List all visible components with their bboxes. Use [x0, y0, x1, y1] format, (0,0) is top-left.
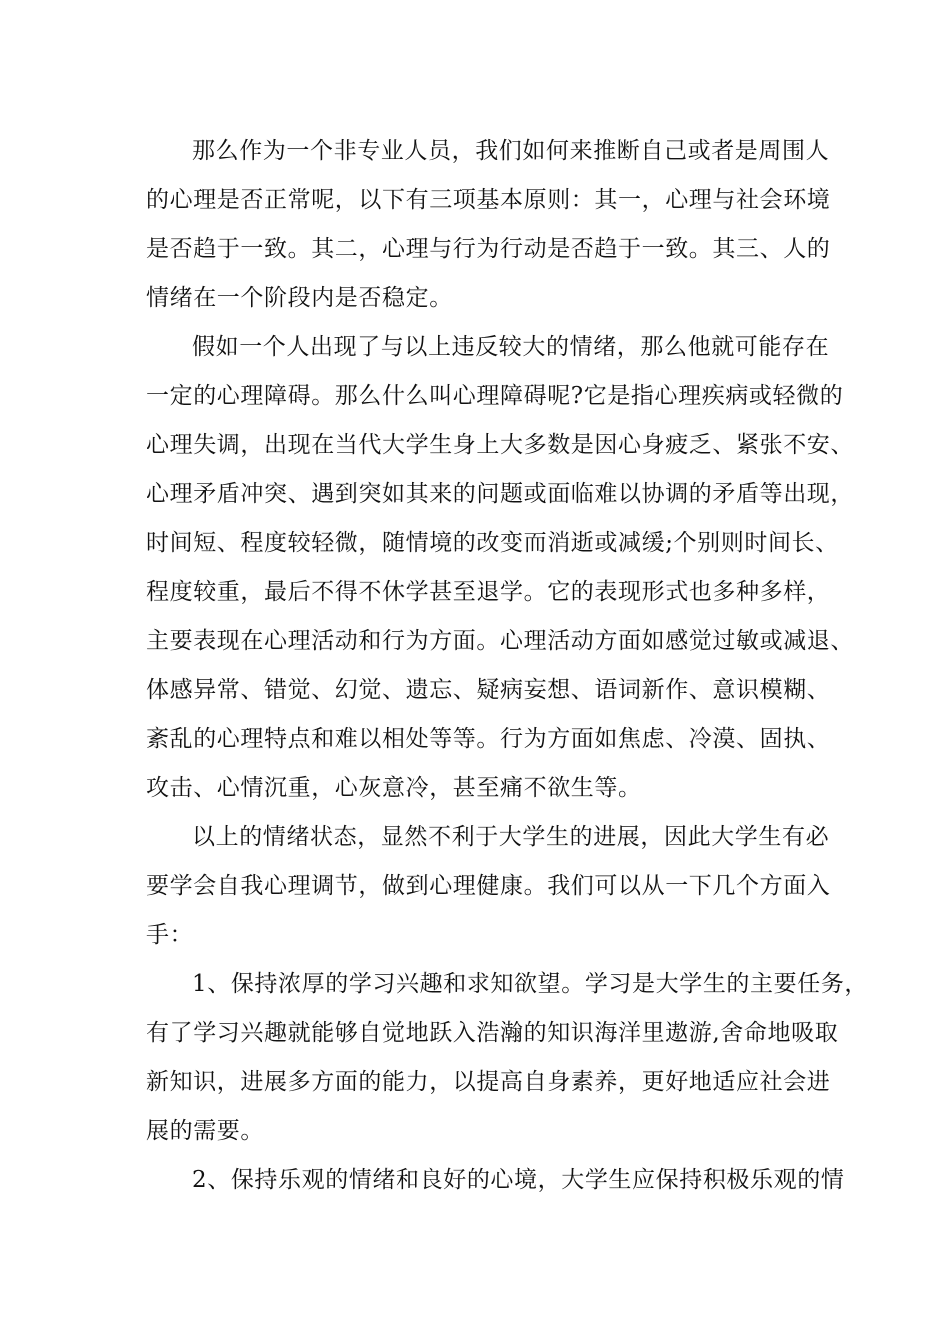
text-line: 2、保持乐观的情绪和良好的心境，大学生应保持积极乐观的情 [192, 1167, 845, 1193]
text-line: 紊乱的心理特点和难以相处等等。行为方面如焦虑、冷漠、固执、 [146, 726, 831, 752]
text-line: 有了学习兴趣就能够自觉地跃入浩瀚的知识海洋里遨游,舍命地吸取 [146, 1020, 839, 1046]
paragraph-2 [146, 323, 854, 813]
paragraph-1 [146, 127, 831, 323]
text-line: 以上的情绪状态，显然不利于大学生的进展，因此大学生有必 [192, 824, 830, 850]
paragraph-5 [146, 1156, 845, 1205]
text-line: 假如一个人出现了与以上违反较大的情绪，那么他就可能存在 [192, 334, 830, 360]
text-line: 主要表现在心理活动和行为方面。心理活动方面如感觉过敏或减退、 [146, 628, 854, 654]
text-line: 那么作为一个非专业人员，我们如何来推断自己或者是周围人 [192, 138, 830, 164]
text-line: 的心理是否正常呢，以下有三项基本原则：其一，心理与社会环境 [146, 187, 831, 213]
text-line: 心理矛盾冲突、遇到突如其来的问题或面临难以协调的矛盾等出现， [146, 481, 854, 507]
paragraph-3 [146, 813, 831, 960]
text-line: 时间短、程度较轻微，随情境的改变而消逝或减缓;个别则时间长、 [146, 530, 839, 556]
text-line: 体感异常、错觉、幻觉、遗忘、疑病妄想、语词新作、意识模糊、 [146, 677, 831, 703]
text-line: 要学会自我心理调节，做到心理健康。我们可以从一下几个方面入 [146, 873, 831, 899]
body-text [146, 127, 869, 1205]
text-line: 程度较重，最后不得不休学甚至退学。它的表现形式也多种多样， [146, 579, 831, 605]
text-line: 新知识，进展多方面的能力，以提高自身素养，更好地适应社会进 [146, 1069, 831, 1095]
text-line: 心理失调，出现在当代大学生身上大多数是因心身疲乏、紧张不安、 [146, 432, 854, 458]
paragraph-4 [146, 960, 869, 1156]
text-line: 攻击、心情沉重，心灰意冷，甚至痛不欲生等。 [146, 775, 642, 801]
text-line: 手： [146, 922, 194, 948]
text-line: 是否趋于一致。其二，心理与行为行动是否趋于一致。其三、人的 [146, 236, 831, 262]
text-line: 1、保持浓厚的学习兴趣和求知欲望。学习是大学生的主要任务， [192, 971, 869, 997]
text-line: 展的需要。 [146, 1118, 264, 1144]
text-line: 情绪在一个阶段内是否稳定。 [146, 285, 453, 311]
text-line: 一定的心理障碍。那么什么叫心理障碍呢?它是指心理疾病或轻微的 [146, 383, 844, 409]
